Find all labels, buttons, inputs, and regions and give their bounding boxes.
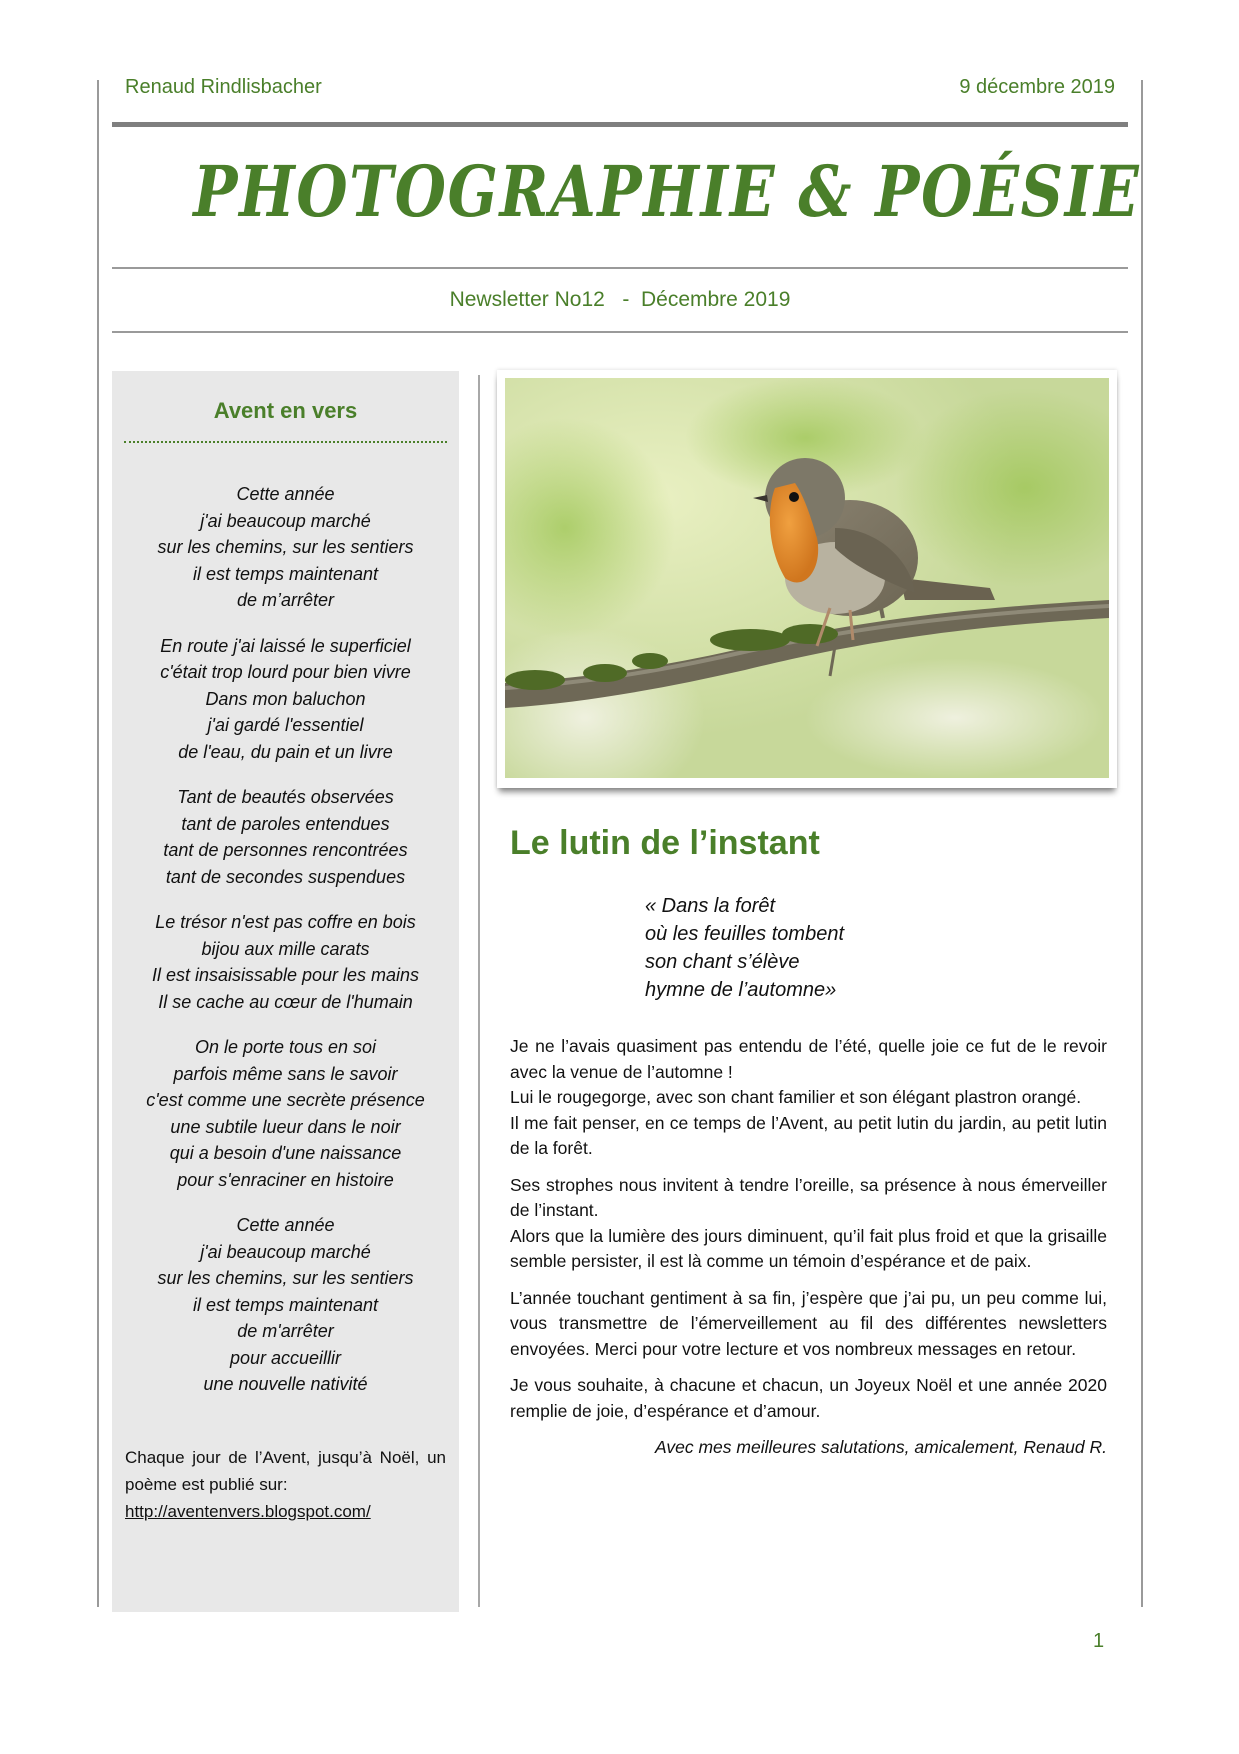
article-quote <box>645 892 1107 1004</box>
article-body <box>510 1034 1107 1424</box>
poem-line: Cette année <box>236 484 335 504</box>
poem-line: parfois même sans le savoir <box>173 1063 398 1084</box>
poem-line: c'était trop lourd pour bien vivre <box>160 662 411 682</box>
article-sentence: L’année touchant gentiment à sa fin, j’espère que j’ai pu, un peu comme lui, vous transmettre de l’émerveillement au fil des différentes newsletters envoyées. Merci pour votre lecture et vos nombreux messages en retour. <box>510 1287 1107 1359</box>
poem-line: bijou aux mille carats <box>201 938 370 959</box>
quote-line: où les feuilles tombent <box>645 923 845 945</box>
poem-line: il est temps maintenant <box>192 1294 379 1315</box>
article-paragraph <box>510 1373 1107 1424</box>
poem-line: j'ai gardé l'essentiel <box>207 715 364 735</box>
poem-stanza <box>112 784 459 890</box>
poem-line: j'ai beaucoup marché <box>200 1241 371 1262</box>
page-border-right <box>1141 80 1143 1607</box>
sidebar-panel <box>112 371 459 1612</box>
poem-line: Dans mon baluchon <box>205 688 366 709</box>
robin-photo <box>505 378 1109 778</box>
header-rule <box>112 122 1128 127</box>
poem-line: il est temps maintenant <box>192 563 379 584</box>
header-date: 9 décembre 2019 <box>959 76 1115 98</box>
article-signature: Avec mes meilleures salutations, amicalement, Renaud R. <box>655 1437 1107 1457</box>
quote-line: hymne de l’automne» <box>645 979 837 1001</box>
article-sentence: Je ne l’avais quasiment pas entendu de l’été, quelle joie ce fut de le revoir avec la venue de l’automne ! <box>510 1036 1107 1082</box>
article-paragraph <box>510 1034 1107 1162</box>
poem-stanza <box>112 909 459 1015</box>
poem-line: Tant de beautés observées <box>177 787 394 807</box>
article-paragraph <box>510 1286 1107 1363</box>
article-sentence: Il me fait penser, en ce temps de l’Avent, au petit lutin du jardin, au petit lutin de la forêt. <box>510 1112 1107 1158</box>
poem-line: une nouvelle nativité <box>203 1374 368 1394</box>
article-paragraph <box>510 1173 1107 1275</box>
poem-line: pour s'enraciner en histoire <box>177 1169 394 1190</box>
sidebar-note-text: Chaque jour de l’Avent, jusqu’à Noël, un poème est publié sur: <box>125 1447 446 1494</box>
poem-line: sur les chemins, sur les sentiers <box>157 1268 414 1288</box>
poem-line: qui a besoin d'une naissance <box>169 1143 402 1163</box>
poem-line: pour accueillir <box>229 1347 342 1368</box>
article-sentence: Alors que la lumière des jours diminuent, qu’il fait plus froid et que la grisaille semble persister, il est là comme un témoin d’espérance et de paix. <box>510 1225 1107 1271</box>
poem-line: Il se cache au cœur de l'humain <box>158 991 413 1012</box>
article-sentence: Je vous souhaite, à chacune et chacun, un Joyeux Noël et une année 2020 remplie de joie, d’espérance et d’amour. <box>510 1375 1107 1421</box>
masthead-title: PHOTOGRAPHIE & POÉSIE <box>193 150 1141 233</box>
poem-line: Le trésor n'est pas coffre en bois <box>155 912 416 932</box>
header-author: Renaud Rindlisbacher <box>125 76 322 98</box>
article-sentence: Lui le rougegorge, avec son chant familier et son élégant plastron orangé. <box>510 1087 1082 1107</box>
poem-line: Il est insaisissable pour les mains <box>151 965 420 985</box>
masthead-subtitle: Newsletter No12 - Décembre 2019 <box>449 288 791 311</box>
poem-line: de m’arrêter <box>236 590 335 610</box>
sidebar-dotted-divider <box>124 441 447 443</box>
poem-line: Cette année <box>236 1215 335 1235</box>
subtitle-rule <box>112 331 1128 333</box>
article-sentence: Ses strophes nous invitent à tendre l’oreille, sa présence à nous émerveiller de l’instant. <box>510 1174 1107 1220</box>
sidebar-title: Avent en vers <box>213 398 358 423</box>
poem-stanza <box>112 633 459 766</box>
column-divider <box>478 375 480 1607</box>
sidebar-content <box>112 371 459 1525</box>
quote-line: son chant s’élève <box>645 951 800 973</box>
poem-stanza <box>112 1034 459 1193</box>
page-border-left <box>97 80 99 1607</box>
poem-line: tant de personnes rencontrées <box>163 840 408 860</box>
poem-line: On le porte tous en soi <box>194 1037 377 1057</box>
sidebar-note <box>125 1444 446 1525</box>
blog-link[interactable]: http://aventenvers.blogspot.com/ <box>125 1501 371 1521</box>
poem-line: tant de paroles entendues <box>181 813 390 834</box>
photo-frame <box>497 370 1117 788</box>
poem-line: une subtile lueur dans le noir <box>170 1116 401 1137</box>
title-rule <box>112 267 1128 269</box>
poem-line: de l'eau, du pain et un livre <box>178 741 393 762</box>
poem-line: j'ai beaucoup marché <box>200 510 371 531</box>
article-title: Le lutin de l’instant <box>510 824 820 862</box>
poem-stanza <box>112 1212 459 1398</box>
sidebar-poem <box>112 481 459 1398</box>
poem-line: En route j'ai laissé le superficiel <box>160 635 411 656</box>
poem-line: c'est comme une secrète présence <box>146 1090 425 1110</box>
quote-line: « Dans la forêt <box>645 895 776 917</box>
poem-line: tant de secondes suspendues <box>165 866 406 887</box>
poem-line: de m'arrêter <box>237 1321 334 1341</box>
poem-line: sur les chemins, sur les sentiers <box>157 537 414 557</box>
article <box>510 822 1107 1460</box>
poem-stanza <box>112 481 459 614</box>
page-number: 1 <box>1093 1630 1105 1652</box>
